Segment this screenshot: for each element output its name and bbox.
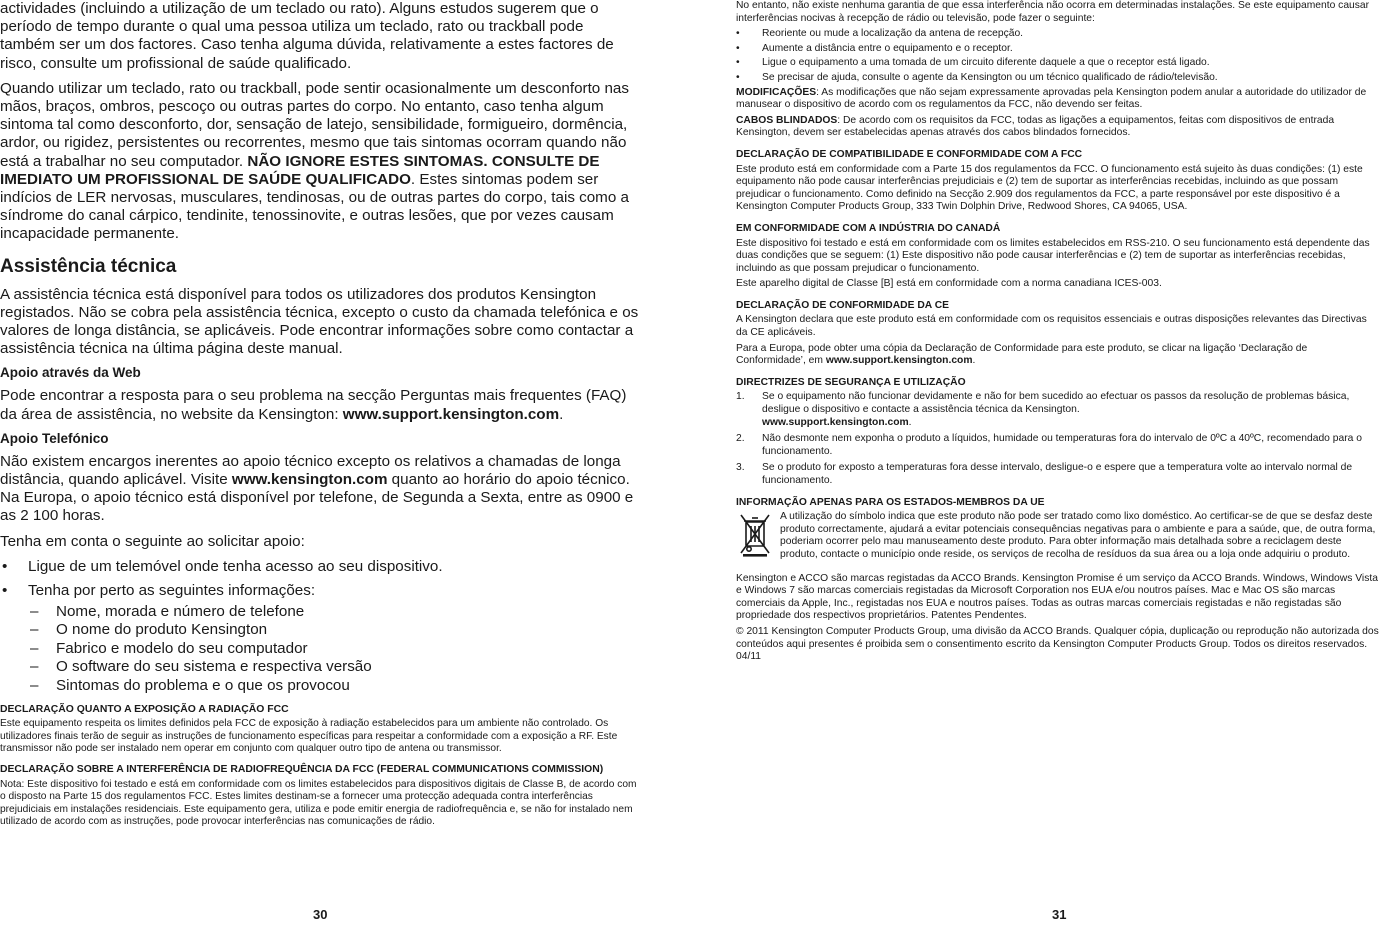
web-support-text-b: . (559, 405, 564, 423)
crossed-out-wheelie-bin-icon (736, 511, 774, 557)
list-item (736, 391, 1379, 429)
list-item: • Se precisar de ajuda, consulte o agente da Kensington ou um técnico qualificado de rádio/televisão. (736, 72, 1379, 85)
ices-paragraph: Este aparelho digital de Classe [B] está em conformidade com a norma canadiana ICES-003. (736, 278, 1162, 290)
web-support-heading: Apoio através da Web (0, 365, 141, 381)
list-item: – Sintomas do problema e o que os provocou (28, 677, 640, 696)
item-text: Não desmonte nem exponha o produto a líquidos, humidade ou temperaturas fora do intervalo de 0ºC a 40ºC, recomendado para o funcionamento. (762, 433, 1362, 457)
page-right (736, 0, 1379, 928)
list-item: • Aumente a distância entre o equipamento e o receptor. (736, 43, 1379, 56)
fcc-compliance-heading: DECLARAÇÃO DE COMPATIBILIDADE E CONFORMIDADE COM A FCC (736, 148, 1083, 160)
ce-heading: DECLARAÇÃO DE CONFORMIDADE DA CE (736, 299, 949, 311)
shielded-cables-paragraph (736, 115, 1379, 140)
phone-support-heading: Apoio Telefónico (0, 430, 109, 446)
item-number: 2. (736, 433, 745, 445)
modifications-text: : As modificações que não sejam expressamente aprovadas pela Kensington podem anular a autoridade do utilizador de manusear o dispositivo de acordo com os regulamentos da FCC, não devendo ser feitas. (736, 86, 1367, 111)
ce-declaration-paragraph (736, 343, 1379, 368)
page-number: 30 (313, 907, 328, 922)
page-number: 31 (1052, 907, 1067, 922)
item-text-end: . (908, 416, 912, 428)
shielded-cables-text: : De acordo com os requisitos da FCC, todas as ligações a equipamentos, feitas com dispositivos de entrada Kensington, devem ser estabelecidas apenas através dos cabos blindados fornecidos. (736, 114, 1335, 139)
rf-exposure-paragraph: Este equipamento respeita os limites definidos pela FCC de exposição à radiação estabelecidos para um ambiente não controlado. Os utilizadores finais terão de seguir as instruções de funcionamento específicas para respeitar a conformidade com a exposição a RF. Este transmissor não pode ser instalado nem operar em conjunto com qualquer outro tipo de antena ou transmissor. (0, 718, 618, 755)
interference-intro: No entanto, não existe nenhuma garantia de que essa interferência não ocorra em determinadas instalações. Se este equipamento causar interferências nocivas à recepção de rádio ou televisão, pode fazer o seguinte: (736, 0, 1370, 24)
item-text: Se o equipamento não funcionar devidamente e não for bem sucedido ao efectuar os passos da resolução de problemas básica, desligue o dispositivo e contacte a assistência técnica da Kensington. (762, 391, 1350, 416)
list-item: • Ligue o equipamento a uma tomada de um circuito diferente daquele a que o receptor está ligado. (736, 57, 1379, 70)
request-note: Tenha em conta o seguinte ao solicitar apoio: (0, 532, 305, 550)
fcc-compliance-paragraph: Este produto está em conformidade com a Parte 15 dos regulamentos da FCC. O funcionamento está sujeito às duas condições: (1) este equipamento não pode causar interferências prejudiciais e (2) tem de suportar as interferências recebidas, incluindo as que possam prejudicar o funcionamento. Como definido na Secção 2.909 dos regulamentos da FCC, a parte responsável por este dispositivo é a Kensington Computer Products Group, 333 Twin Dolphin Drive, Redwood Shores, CA 94065, USA. (736, 163, 1363, 213)
ce-declaration-text-a: Para a Europa, pode obter uma cópia da Declaração de Conformidade para este produto, se clicar na ligação ‘Declaração de Conformidade’, em (736, 342, 1308, 367)
info-list-intro: Tenha por perto as seguintes informações: (28, 582, 316, 600)
interference-remedies (736, 28, 1379, 84)
ce-support-link[interactable]: www.support.kensington.com (825, 355, 973, 367)
web-support-paragraph (0, 387, 640, 423)
symptoms-text-a: Quando utilizar um teclado, rato ou trackball, pode sentir ocasionalmente um desconforto nas mãos, braços, ombros, pescoço ou outras partes do corpo. No entanto, caso tenha algum sintoma tal como desconforto, dor, sensação de latejo, sensibilidade, formigueiro, dormência, ardor, ou rigidez, persistentes ou recorrentes, mesmo que tais sintomas ocorram quando não está a trabalhar no seu computador. (0, 79, 629, 170)
eu-block (736, 511, 1379, 561)
symptoms-paragraph (0, 80, 640, 244)
fcc-interference-paragraph: Nota: Este dispositivo foi testado e está em conformidade com os limites estabelecidos para dispositivos digitais de Classe B, de acordo com o disposto na Parte 15 dos regulamentos FCC. Estes limites destinam-se a fornecer uma protecção adequada contra interferências prejudiciais em instalações residenciais. Este equipamento gera, utiliza e pode emitir energia de radiofrequência e, se não for instalado nem utilizado de acordo com as instruções, pode provocar interferências nas comunicações de rádio. (0, 778, 637, 828)
risk-factors-paragraph: actividades (incluindo a utilização de um teclado ou rato). Alguns estudos sugerem que o período de tempo durante o qual uma pessoa utiliza um teclado, rato ou trackball pode também ser um dos factores. Caso tenha alguma dúvida, relativamente a estes factores de risco, consulte um profissional de saúde qualificado. (0, 0, 614, 72)
item-number: 1. (736, 391, 745, 403)
list-item: – O nome do produto Kensington (28, 621, 640, 640)
eu-paragraph: A utilização do símbolo indica que este produto não pode ser tratado como lixo doméstico. Ao certificar-se de que se desfaz deste produto correctamente, ajudará a evitar potenciais consequências negativas para o ambiente e para a saúde, que, de outra forma, poderiam ocorrer pelo mau manuseamento deste produto. Para obter informação mais detalhada sobre a reciclagem deste produto, contacte o município onde reside, os serviços de recolha de resíduos da sua área ou a loja onde adquiriu o produto. (780, 511, 1376, 560)
shielded-cables-label: CABOS BLINDADOS (736, 114, 838, 126)
symptoms-text-b: . Estes sintomas podem ser indícios de LER nervosas, musculares, tendinosas, ou de outras partes do corpo, tais como a síndrome do canal cárpico, tendinite, tenossinovite, e outras lesões, que por vezes causam incapacidade permanente. (0, 170, 629, 243)
info-list (28, 603, 640, 696)
rf-exposure-heading: DECLARAÇÃO QUANTO A EXPOSIÇÃO A RADIAÇÃO FCC (0, 703, 289, 715)
copyright-paragraph: © 2011 Kensington Computer Products Group, uma divisão da ACCO Brands. Qualquer cópia, duplicação ou reprodução não autorizada dos conteúdos aqui presentes é proibida sem o consentimento escrito da Kensington Computer Products Group. Todos os direitos reservados. 04/11 (736, 625, 1379, 663)
industry-canada-heading: EM CONFORMIDADE COM A INDÚSTRIA DO CANADÁ (736, 222, 1001, 234)
list-item: – O software do seu sistema e respectiva versão (28, 658, 640, 677)
item-number: 3. (736, 462, 745, 474)
support-checklist (0, 558, 640, 696)
phone-support-text-a: Não existem encargos inerentes ao apoio técnico excepto os relativos a chamadas de longa distância, quando aplicável. Visite (0, 452, 621, 489)
list-item: • Ligue de um telemóvel onde tenha acesso ao seu dispositivo. (0, 558, 640, 576)
industry-canada-paragraph: Este dispositivo foi testado e está em conformidade com os limites estabelecidos em RSS-210. O seu funcionamento está dependente das duas condições que se seguem: (1) Este dispositivo não pode causar interferências e (2) tem de suportar as interferências recebidas, incluindo as que possam prejudicar o funcionamento. (736, 237, 1370, 274)
web-support-text-a: Pode encontrar a resposta para o seu problema na secção Perguntas mais frequentes (FAQ) da área de assistência, no website da Kensington: (0, 387, 627, 423)
ce-paragraph: A Kensington declara que este produto está em conformidade com os requisitos essenciais e outras disposições relevantes das Directivas da CE aplicáveis. (736, 314, 1367, 339)
modifications-paragraph (736, 87, 1379, 112)
symptoms-warning: NÃO IGNORE ESTES SINTOMAS. CONSULTE DE IMEDIATO UM PROFISSIONAL DE SAÚDE QUALIFICADO (0, 152, 600, 188)
list-item (736, 433, 1379, 458)
ce-declaration-text-b: . (972, 355, 976, 367)
list-item: • Reoriente ou mude a localização da antena de recepção. (736, 28, 1379, 41)
list-item (736, 462, 1379, 487)
phone-support-text-b: quanto ao horário do apoio técnico. Na Europa, o apoio técnico está disponível por telefone, de Segunda a Sexta, entre as 0900 e as 2 100 horas. (0, 471, 634, 525)
page-left (0, 0, 650, 928)
safety-heading: DIRECTRIZES DE SEGURANÇA E UTILIZAÇÃO (736, 376, 966, 388)
safety-list (736, 391, 1379, 487)
tech-support-paragraph: A assistência técnica está disponível para todos os utilizadores dos produtos Kensington registados. Não se cobra pela assistência técnica, excepto o custo da chamada telefónica e os valores de longa distância, se aplicáveis. Pode encontrar informações sobre como contactar a assistência técnica na última página deste manual. (0, 285, 639, 358)
list-item (0, 582, 640, 695)
item-text: Se o produto for exposto a temperaturas fora desse intervalo, desligue-o e espere que a temperatura volte ao intervalo normal de funcionamento. (762, 462, 1353, 486)
list-item: – Nome, morada e número de telefone (28, 603, 640, 622)
kensington-website-link[interactable]: www.kensington.com (231, 471, 388, 489)
phone-support-paragraph (0, 453, 640, 526)
list-item: – Fabrico e modelo do seu computador (28, 640, 640, 659)
eu-heading: INFORMAÇÃO APENAS PARA OS ESTADOS-MEMBROS DA UE (736, 496, 1045, 508)
trademarks-paragraph: Kensington e ACCO são marcas registadas da ACCO Brands. Kensington Promise é um serviço da ACCO Brands. Windows, Windows Vista e Windows 7 são marcas comerciais registadas da Microsoft Corporation nos EUA e/ou noutros países. Mac e Mac OS são marcas comerciais da Apple, Inc., registadas nos EUA e noutros países. Todas as outras marcas comerciais registadas e não registadas são propriedade dos respectivos proprietários. Patentes Pendentes. (736, 572, 1378, 622)
support-website-link[interactable]: www.support.kensington.com (342, 405, 560, 423)
safety-support-link[interactable]: www.support.kensington.com (762, 416, 909, 428)
fcc-interference-heading: DECLARAÇÃO SOBRE A INTERFERÊNCIA DE RADIOFREQUÊNCIA DA FCC (FEDERAL COMMUNICATIONS COMMISSION) (0, 764, 604, 776)
tech-support-heading: Assistência técnica (0, 255, 177, 277)
modifications-label: MODIFICAÇÕES (736, 86, 817, 98)
